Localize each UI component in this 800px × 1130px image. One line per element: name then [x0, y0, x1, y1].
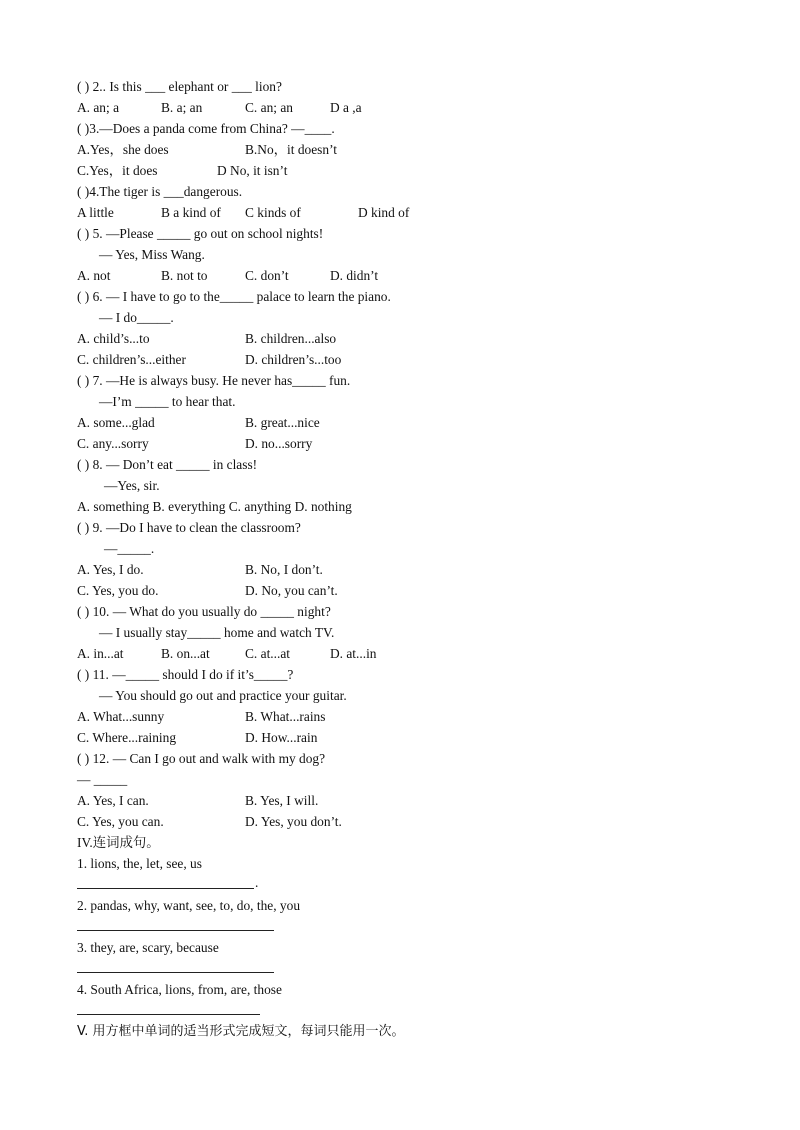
question-10-reply: — I usually stay_____ home and watch TV.: [99, 625, 335, 640]
question-6-reply: — I do_____.: [99, 310, 174, 325]
q9-option-a: A. Yes, I do.: [77, 562, 144, 577]
q4-option-b: B a kind of: [161, 205, 221, 220]
sentence-1-words: 1. lions, the, let, see, us: [77, 856, 202, 871]
q6-option-b: B. children...also: [245, 331, 337, 346]
q6-option-a: A. child’s...to: [77, 331, 150, 346]
sentence-2-words: 2. pandas, why, want, see, to, do, the, you: [77, 898, 301, 913]
q7-option-b: B. great...nice: [245, 415, 320, 430]
question-10-stem: ( ) 10. — What do you usually do _____ night?: [77, 604, 331, 619]
q5-option-c: C. don’t: [245, 268, 289, 283]
q9-option-c: C. Yes, you do.: [77, 583, 159, 598]
q3-option-a: A.Yes，she does: [77, 142, 169, 157]
question-8-reply: —Yes, sir.: [104, 478, 160, 493]
q7-option-c: C. any...sorry: [77, 436, 149, 451]
q5-option-b: B. not to: [161, 268, 208, 283]
q10-option-d: D. at...in: [330, 646, 377, 661]
question-8-stem: ( ) 8. — Don’t eat _____ in class!: [77, 457, 258, 472]
q2-option-b: B. a; an: [161, 100, 203, 115]
q7-option-a: A. some...glad: [77, 415, 155, 430]
q3-option-c: C.Yes，it does: [77, 163, 158, 178]
q10-option-b: B. on...at: [161, 646, 210, 661]
question-11-reply: — You should go out and practice your guitar.: [99, 688, 347, 703]
q8-options: A. something B. everything C. anything D. nothing: [77, 499, 352, 514]
q11-option-b: B. What...rains: [245, 709, 326, 724]
q2-option-c: C. an; an: [245, 100, 293, 115]
question-9-reply: —_____.: [104, 541, 155, 556]
q6-option-d: D. children’s...too: [245, 352, 342, 367]
q12-option-d: D. Yes, you don’t.: [245, 814, 342, 829]
q9-option-d: D. No, you can’t.: [245, 583, 338, 598]
question-6-stem: ( ) 6. — I have to go to the_____ palace to learn the piano.: [77, 289, 391, 304]
sentence-3-words: 3. they, are, scary, because: [77, 940, 219, 955]
sentence-4-words: 4. South Africa, lions, from, are, those: [77, 982, 282, 997]
q4-option-d: D kind of: [358, 205, 410, 220]
answer-line-2[interactable]: [77, 930, 274, 931]
q6-option-c: C. children’s...either: [77, 352, 186, 367]
question-12-reply: — _____: [77, 772, 128, 787]
question-2-stem: ( ) 2.. Is this ___ elephant or ___ lion?: [77, 79, 282, 94]
question-5-stem: ( ) 5. —Please _____ go out on school nights!: [77, 226, 324, 241]
answer-line-1[interactable]: [77, 888, 254, 889]
question-7-stem: ( ) 7. —He is always busy. He never has_____ fun.: [77, 373, 351, 388]
q2-option-a: A. an; a: [77, 100, 120, 115]
q11-option-c: C. Where...raining: [77, 730, 177, 745]
q4-option-a: A little: [77, 205, 114, 220]
q10-option-c: C. at...at: [245, 646, 290, 661]
answer-line-4[interactable]: [77, 1014, 260, 1015]
q5-option-d: D. didn’t: [330, 268, 379, 283]
section-5-heading: V. 用方框中单词的适当形式完成短文，每词只能用一次。: [77, 1024, 405, 1039]
q11-option-d: D. How...rain: [245, 730, 318, 745]
answer-line-3[interactable]: [77, 972, 274, 973]
question-9-stem: ( ) 9. —Do I have to clean the classroom?: [77, 520, 301, 535]
q3-option-b: B.No，it doesn’t: [245, 142, 338, 157]
q7-option-d: D. no...sorry: [245, 436, 313, 451]
q9-option-b: B. No, I don’t.: [245, 562, 323, 577]
q10-option-a: A. in...at: [77, 646, 124, 661]
section-4-heading-text: IV.连词成句。: [77, 835, 160, 850]
q11-option-a: A. What...sunny: [77, 709, 165, 724]
q12-option-b: B. Yes, I will.: [245, 793, 319, 808]
question-3-stem: ( )3.—Does a panda come from China? —____.: [77, 121, 335, 136]
section-4-heading: [77, 834, 160, 852]
q12-option-a: A. Yes, I can.: [77, 793, 149, 808]
q5-option-a: A. not: [77, 268, 111, 283]
q2-option-d: D a ,a: [330, 100, 362, 115]
q3-option-d: D No, it isn’t: [217, 163, 288, 178]
question-7-reply: —I’m _____ to hear that.: [99, 394, 236, 409]
question-4-stem: ( )4.The tiger is ___dangerous.: [77, 184, 243, 199]
q12-option-c: C. Yes, you can.: [77, 814, 164, 829]
q4-option-c: C kinds of: [245, 205, 301, 220]
question-11-stem: ( ) 11. —_____ should I do if it’s_____?: [77, 667, 294, 682]
question-5-reply: — Yes, Miss Wang.: [99, 247, 205, 262]
question-12-stem: ( ) 12. — Can I go out and walk with my dog?: [77, 751, 326, 766]
answer-line-1-period: .: [255, 875, 259, 890]
